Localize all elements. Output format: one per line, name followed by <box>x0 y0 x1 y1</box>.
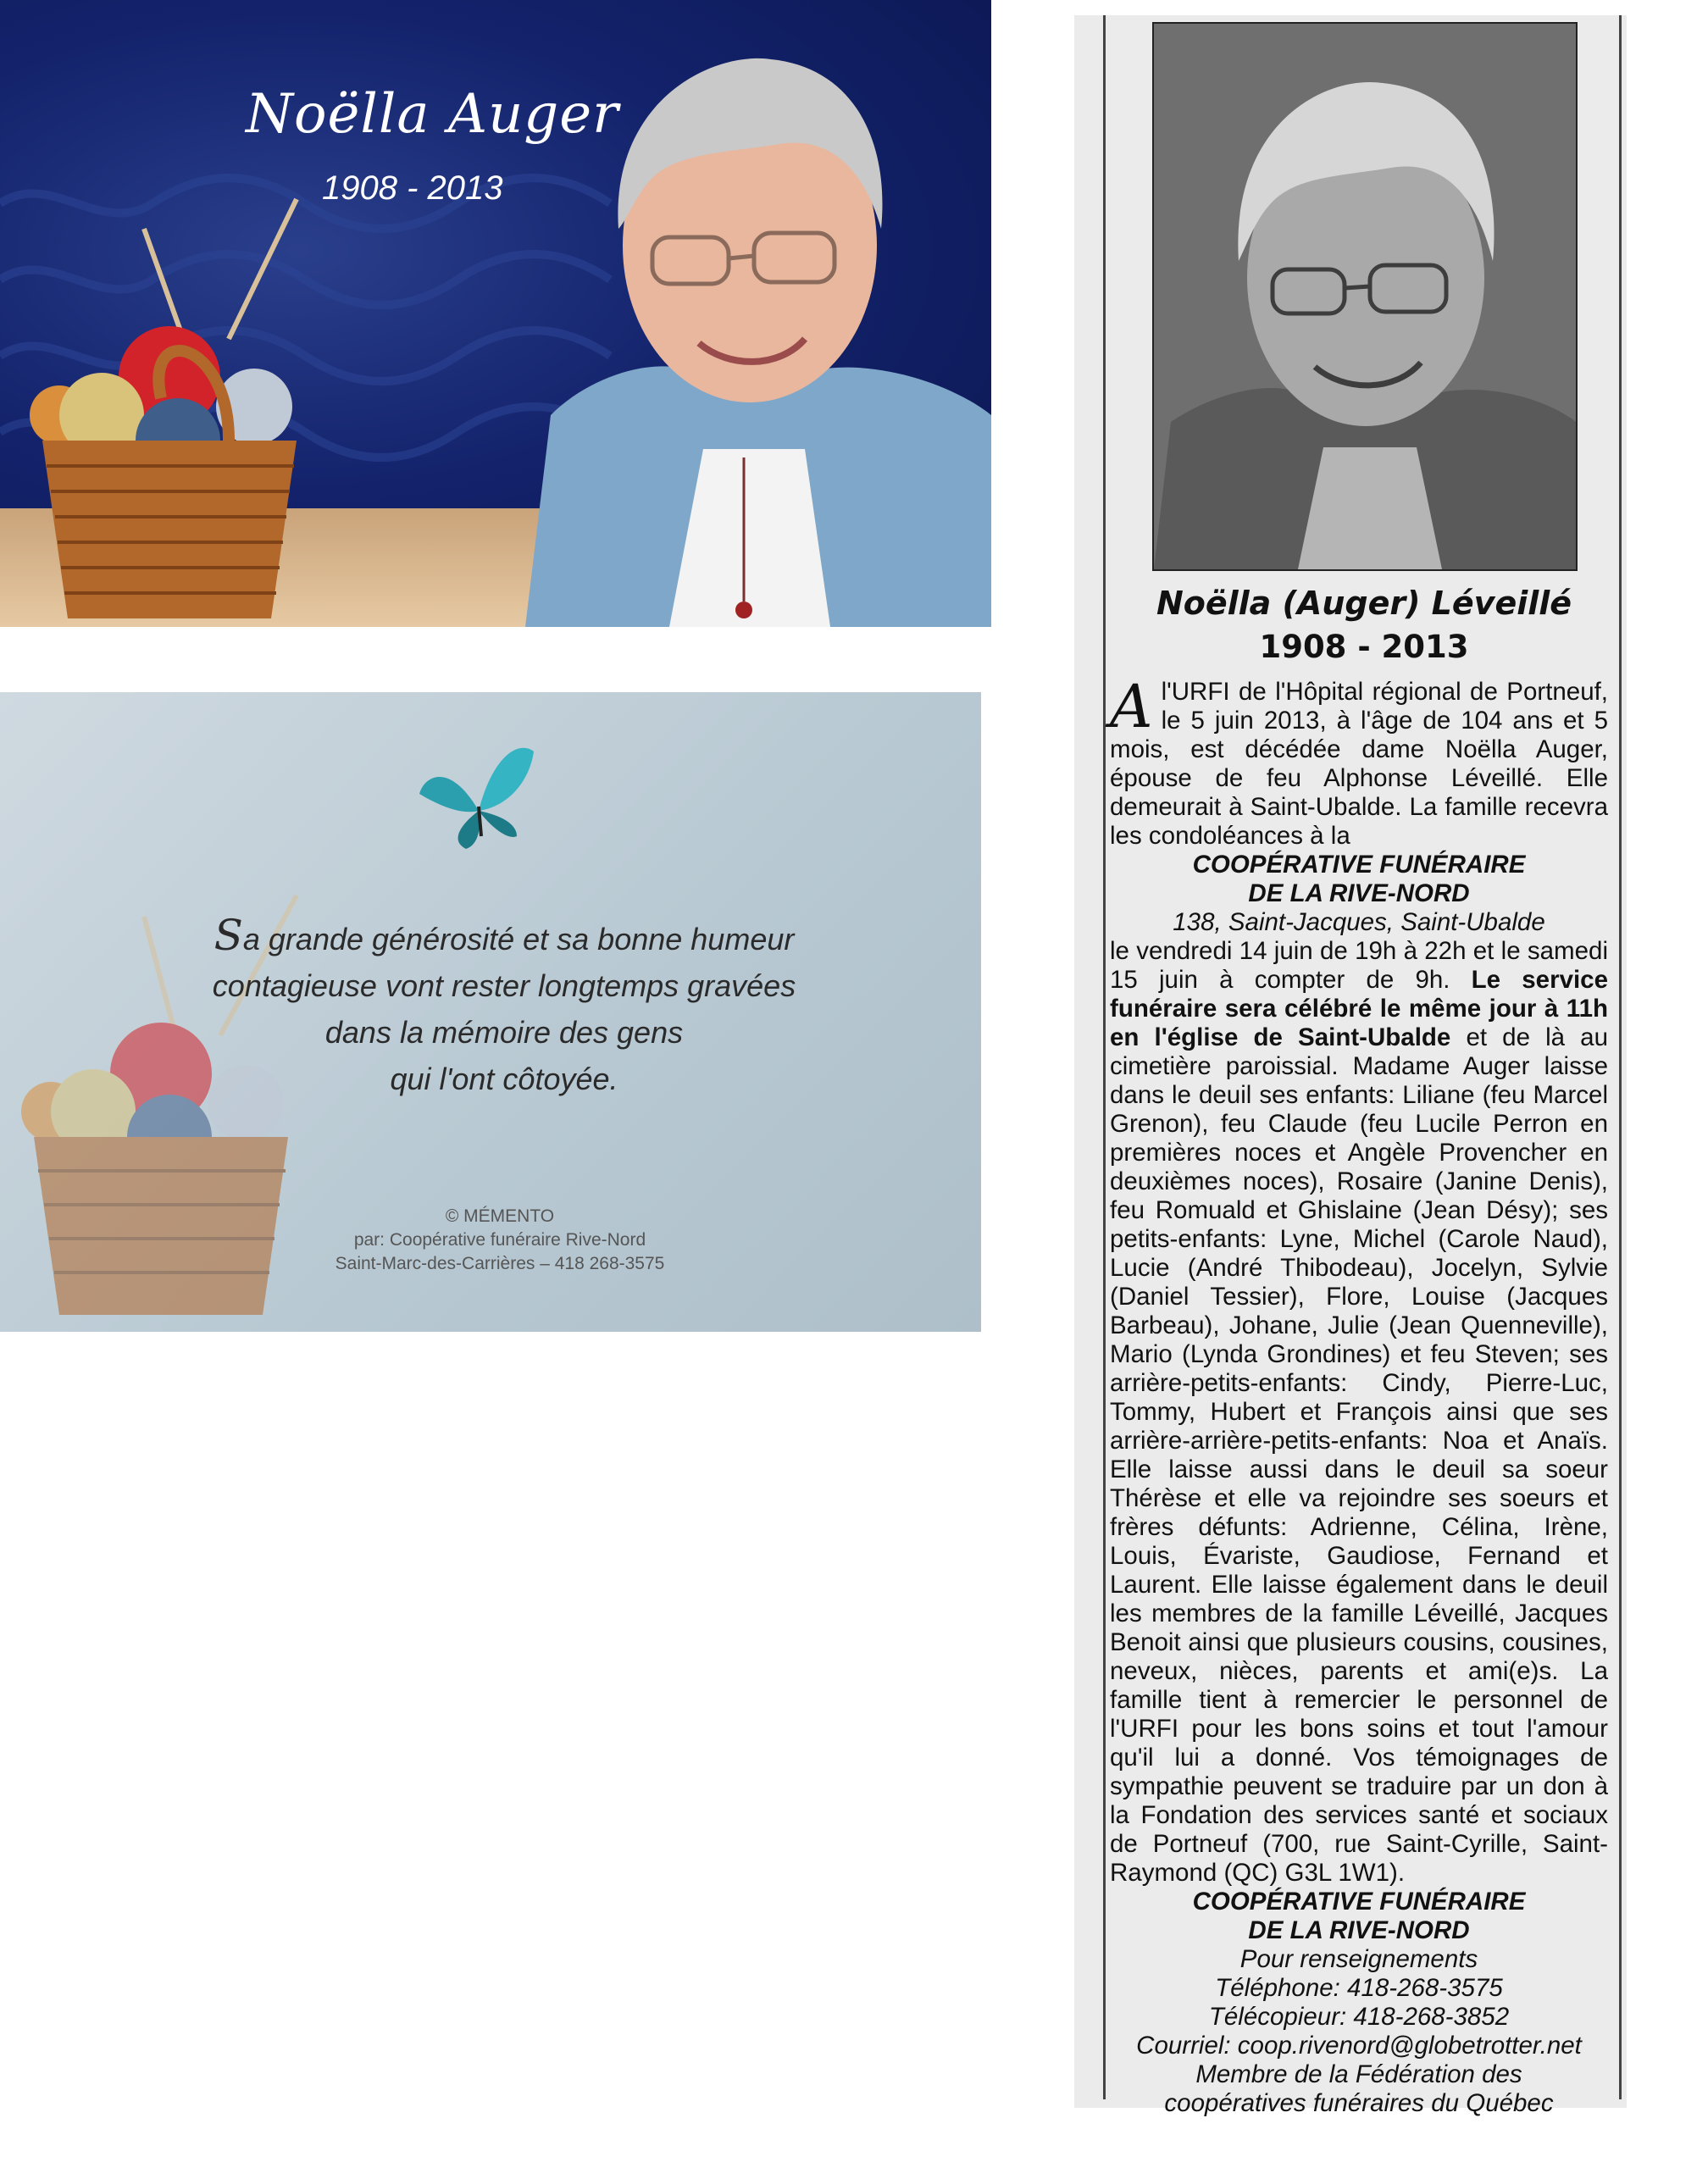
front-years: 1908 - 2013 <box>322 169 503 207</box>
quote-initial: S <box>214 911 243 960</box>
service-text: Le service funéraire sera célébré le même jour à 11h en l'église de Saint-Ubalde <box>1110 966 1608 1051</box>
credit-line-3: Saint-Marc-des-Carrières – 418 268-3575 <box>335 1254 665 1273</box>
yarn-basket-image <box>25 195 330 627</box>
butterfly-icon <box>415 743 542 853</box>
email-line: Courriel: coop.rivenord@globetrotter.net <box>1136 2032 1582 2060</box>
phone-line: Téléphone: 418-268-3575 <box>1215 1974 1503 2002</box>
coop-name-line-1: COOPÉRATIVE FUNÉRAIRE <box>1192 851 1526 879</box>
member-line-2: coopératives funéraires du Québec <box>1164 2089 1554 2117</box>
footer-coop-line-1: COOPÉRATIVE FUNÉRAIRE <box>1192 1888 1526 1916</box>
obituary-portrait <box>1154 24 1576 569</box>
memorial-card-back <box>0 692 981 1332</box>
obituary-intro: l'URFI de l'Hôpital régional de Portneuf, le 5 juin 2013, à l'âge de 104 ans et 5 mois, est décédée dame Noëlla Auger, épouse de feu Alphonse Léveillé. Elle demeurait à Saint-Ubalde. La famille recevra les condoléances à la <box>1110 678 1608 850</box>
front-name: Noëlla Auger <box>246 83 619 146</box>
card-credits <box>288 1205 712 1276</box>
obituary-drop-cap: A <box>1110 672 1153 741</box>
fax-line: Télécopieur: 418-268-3852 <box>1208 2003 1510 2031</box>
obituary-years: 1908 - 2013 <box>1259 629 1469 665</box>
quote-line-2: contagieuse vont rester longtemps gravées <box>212 968 796 1003</box>
obituary-text <box>1110 672 1608 2118</box>
member-line-1: Membre de la Fédération des <box>1195 2060 1522 2088</box>
info-label: Pour renseignements <box>1239 1945 1478 1973</box>
footer-coop-line-2: DE LA RIVE-NORD <box>1248 1916 1470 1944</box>
quote-line-1: a grande générosité et sa bonne humeur <box>242 922 795 956</box>
memorial-quote <box>182 912 826 1102</box>
coop-name-line-2: DE LA RIVE-NORD <box>1248 879 1470 907</box>
visitation-text: le vendredi 14 juin de 19h à 22h et le samedi 15 juin à compter de 9h. <box>1110 937 1608 994</box>
credit-line-1: © MÉMENTO <box>445 1206 555 1226</box>
obituary-body: et de là au cimetière paroissial. Madame Auger laisse dans le deuil ses enfants: Liliane (feu Marcel Grenon), feu Claude (feu Lucile Perron en premières noces et Angèle Provencher en deuxièmes noces), Rosaire (Janine Denis), feu Romuald et Ghislaine (Jean Désy); ses petits-enfants: Lyne, Michel (Carole Naud), Lucie (André Thibodeau), Jocelyn, Sylvie (Daniel Tessier), Flore, Louise (Jacques Barbeau), Johane, Julie (Jean Quenneville), Mario (Lynda Grondines) et feu Steven; ses arrière-petits-enfants: Cindy, Pierre-Luc, Tommy, Hubert et François ainsi que ses arrière-arrière-petits-enfants: Noa et Anaïs. Elle laisse aussi dans le deuil sa soeur Thérèse et elle va rejoindre ses soeurs et frères défunts: Adrienne, Célina, Irène, Louis, Évariste, Gaudiose, Fernand et Laurent. Elle laisse également dans le deuil les membres de la famille Léveillé, Jacques Benoit ainsi que plusieurs cousins, cousines, neveux, nièces, parents et ami(e)s. La famille tient à remercier le personnel de l'URFI pour les bons soins et tout l'amour qu'il lui a donné. Vos témoignages de sympathie peuvent se traduire par un don à la Fondation des services santé et sociaux de Portneuf (700, rue Saint-Cyrille, Saint-Raymond (QC) G3L 1W1). <box>1110 1023 1608 1887</box>
obituary-title: Noëlla (Auger) Léveillé <box>1156 585 1572 622</box>
memorial-card-front <box>0 0 991 627</box>
quote-line-3: dans la mémoire des gens <box>324 1015 684 1050</box>
quote-line-4: qui l'ont côtoyée. <box>390 1062 618 1096</box>
coop-address: 138, Saint-Jacques, Saint-Ubalde <box>1173 908 1545 936</box>
credit-line-2: par: Coopérative funéraire Rive-Nord <box>353 1230 646 1250</box>
obituary-photo <box>1152 22 1578 571</box>
